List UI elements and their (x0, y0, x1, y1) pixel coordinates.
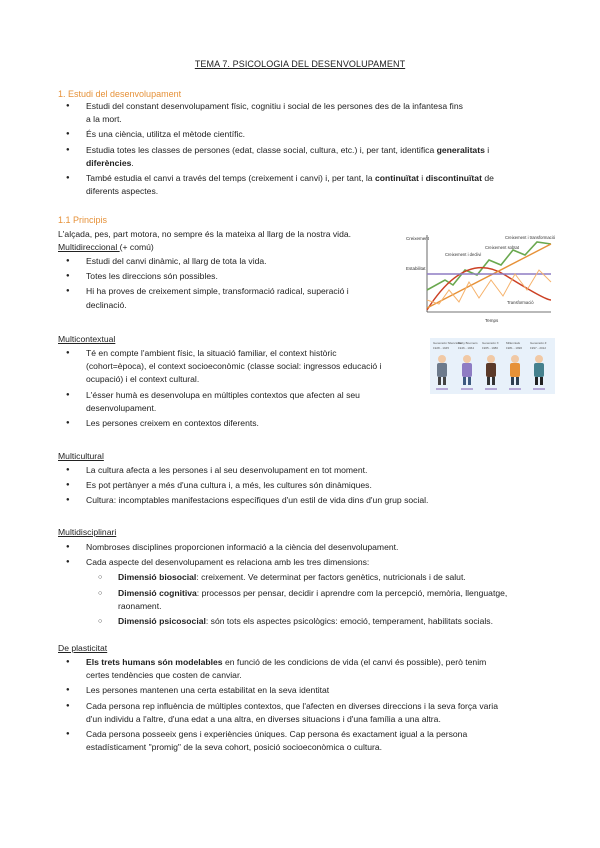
list-item: ● Totes les direccions són possibles. (58, 270, 388, 283)
chart-label: Creixement (406, 236, 430, 241)
intro-text: L'alçada, pes, part motora, no sempre és la mateixa al llarg de la nostra vida. (58, 229, 352, 239)
list-item: ● Les persones mantenen una certa estabilitat en la seva identitat (58, 684, 558, 697)
figure-caption: Millennials (506, 341, 521, 345)
list-item: ● Cada persona rep influència de múltiples contextos, que l'afecten en diverses direccions i la seva força varia d'un individu a l'altre, d'una edat a una altra, en diverses situacions i d'una família a una altra. (58, 700, 558, 726)
multidireccional-list (58, 255, 388, 314)
chart-label: Creixement i transformació (505, 235, 555, 240)
chart-label: Creixement i declivi (445, 252, 482, 257)
figure-caption: Generació Silenciosa (433, 341, 462, 345)
section-1-list (58, 100, 548, 200)
generations-figure (430, 338, 555, 394)
list-item: ○ Dimensió biosocial: creixement. Ve determinat per factors genètics, nutricionals i de salut. (58, 571, 548, 584)
figure-caption: Generació X (482, 341, 499, 345)
subheading-multicontextual: Multicontextual (58, 334, 116, 344)
multidisciplinari-list (58, 541, 548, 630)
list-item: ● Té en compte l'ambient físic, la situació familiar, el context històric (cohort=època), el context socioeconòmic (classe social: ingressos educació i ocupació) i el context cultural. (58, 347, 388, 387)
figure-years: 1981 - 1996 (506, 346, 523, 350)
list-item: ● Cada persona posseeix gens i experiències úniques. Cap persona és exactament igual a la persona estadísticament "promig" de la seva cohort, posició socioeconòmica o cultura. (58, 728, 558, 754)
list-item: ● Estudi del canvi dinàmic, al llarg de tota la vida. (58, 255, 388, 268)
list-item: ● Estudia totes les classes de persones (edat, classe social, cultura, etc.) i, per tant, identifica generalitats i diferències. (58, 144, 548, 170)
plasticitat-list (58, 656, 558, 756)
development-chart (405, 230, 555, 325)
list-item: ● Estudi del constant desenvolupament físic, cognitiu i social de les persones des de la infantesa fins a la mort. (58, 100, 548, 126)
chart-label: Estabilitat (406, 266, 426, 271)
figure-caption: Baby Boomers (458, 341, 478, 345)
list-item: ● També estudia el canvi a través del temps (creixement i canvi) i, per tant, la continuïtat i discontinuïtat de diferents aspectes. (58, 172, 548, 198)
list-item: ● Cultura: incomptables manifestacions específiques d'un estil de vida dins d'un grup social. (58, 494, 548, 507)
list-item: ● Es pot pertànyer a més d'una cultura i, a més, les cultures són dinàmiques. (58, 479, 548, 492)
list-item: ● La cultura afecta a les persones i al seu desenvolupament en tot moment. (58, 464, 548, 477)
list-item: ● Les persones creixem en contextos diferents. (58, 417, 388, 430)
chart-label: Temps (485, 318, 499, 323)
list-item: ● Hi ha proves de creixement simple, transformació radical, superació i declinació. (58, 285, 388, 311)
document-title: TEMA 7. PSICOLOGIA DEL DESENVOLUPAMENT (194, 59, 406, 69)
multicontextual-list (58, 347, 388, 432)
section-heading-1: 1. Estudi del desenvolupament (58, 89, 182, 99)
figure-years: 1965 - 1980 (482, 346, 499, 350)
multicultural-list (58, 464, 548, 510)
subheading-multidireccional: Multidireccional (+ comú) (58, 242, 154, 252)
chart-label: Creixement sobtat (485, 245, 519, 250)
list-item: ● Nombroses disciplines proporcionen informació a la ciència del desenvolupament. (58, 541, 548, 554)
list-item: ● És una ciència, utilitza el mètode científic. (58, 128, 548, 141)
list-item: ○ Dimensió cognitiva: processos per pensar, decidir i aprendre com la percepció, memòria, llenguatge, raonament. (58, 587, 548, 613)
subheading-plasticitat: De plasticitat (58, 643, 108, 653)
figure-years: 1946 - 1964 (458, 346, 475, 350)
section-heading-1-1: 1.1 Principis (58, 215, 108, 225)
subheading-multidisciplinari: Multidisciplinari (58, 527, 117, 537)
figure-years: 1997 - 2012 (530, 346, 547, 350)
list-item: ○ Dimensió psicosocial: són tots els aspectes psicològics: emoció, temperament, habilitats socials. (58, 615, 548, 628)
list-item: ● Cada aspecte del desenvolupament es relaciona amb les tres dimensions: (58, 556, 548, 569)
figure-caption: Generació Z (530, 341, 547, 345)
subheading-multicultural: Multicultural (58, 451, 104, 461)
figure-years: 1928 - 1945 (433, 346, 450, 350)
list-item: ● Els trets humans són modelables en funció de les condicions de vida (el canvi és possible), però tenim certes tendències que costen de canviar. (58, 656, 558, 682)
list-item: ● L'ésser humà es desenvolupa en múltiples contextos que afecten al seu desenvolupament. (58, 389, 388, 415)
chart-label: Transformació (507, 300, 534, 305)
